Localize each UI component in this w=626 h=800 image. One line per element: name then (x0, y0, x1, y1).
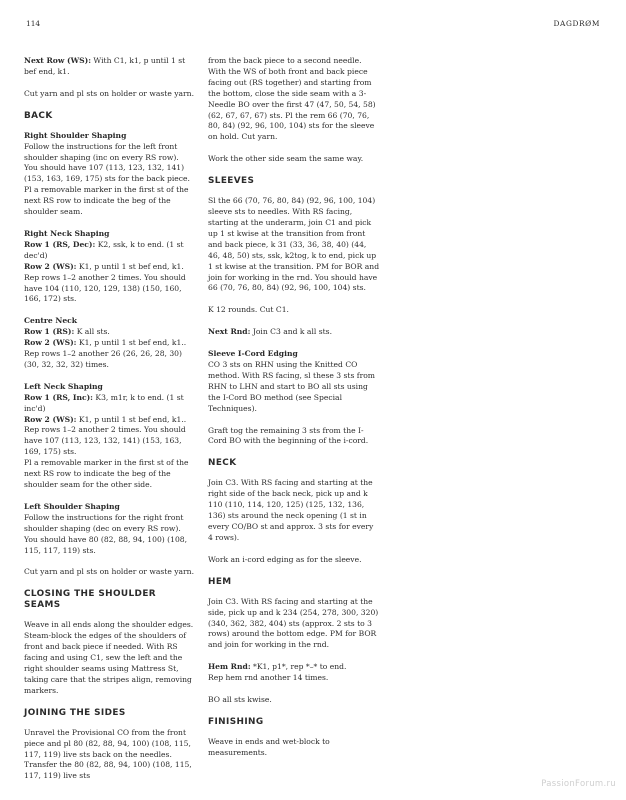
rn-row1-text: K2, ssk, k to end. (1 st dec'd) (24, 239, 184, 260)
ln-row2-text: K1, p until 1 st bef end, k1.. (76, 414, 187, 424)
right-neck-block (24, 229, 194, 305)
rn-row1-label: Row 1 (RS, Dec): (24, 239, 96, 249)
left-shoulder-block (24, 502, 194, 557)
left-neck-block (24, 382, 194, 491)
ln-marker: Pl a removable marker in the first st of the next RS row to indicate the beg of the shoulder seam for the other side. (24, 458, 189, 489)
hem-heading: HEM (208, 576, 232, 587)
left-shoulder-text: Follow the instructions for the right front shoulder shaping (dec on every RS row). You should have 80 (82, 88, 94, 100) (108, 115, 117, 119) sts. (24, 512, 188, 555)
hem-rnd-label: Hem Rnd: (208, 662, 251, 672)
bo-all: BO all sts kwise. (208, 695, 272, 705)
sleeves-text: Sl the 66 (70, 76, 80, 84) (92, 96, 100, 104) sleeve sts to needles. With RS facing, starting at the underarm, join C1 and pick up 1 st kwise at the transition from front and back piece, k 31 (33, 36, 38, 40) (44, 46, 48, 50) sts, ssk, k2tog, k to end, pick up 1 st kwise at the transition. PM for BOR and join for working in the rnd. You should have 66 (70, 76, 80, 84) (92, 96, 100, 104) sts. (208, 196, 380, 293)
neck-heading: NECK (208, 458, 237, 469)
left-neck-title: Left Neck Shaping (24, 381, 103, 391)
hem-rnd-text: *K1, p1*, rep *–* to end. (250, 662, 347, 672)
hem-repeat: Rep hem rnd another 14 times. (208, 673, 329, 683)
icord-text: CO 3 sts on RHN using the Knitted CO method. With RS facing, sl these 3 sts from RHN to LHN and start to BO all sts using the I-Cord BO method (see Special Techniques). (208, 360, 375, 413)
rn-repeat: Rep rows 1–2 another 2 times. You should have 104 (110, 120, 129, 138) (150, 160, 166, 172) sts. (24, 272, 186, 304)
ln-row1-label: Row 1 (RS, Inc): (24, 392, 93, 402)
rn-row2-text: K1, p until 1 st bef end, k1. (76, 261, 184, 271)
neck-text: Join C3. With RS facing and starting at the right side of the back neck, pick up and k 110 (110, 114, 120, 125) (125, 132, 136, 136) sts around the neck opening (1 st in every CO/BO st and approx. 3 sts for every 4 rows). (208, 478, 374, 542)
left-shoulder-title: Left Shoulder Shaping (24, 501, 120, 511)
hem-rnd-block (208, 662, 380, 684)
right-shoulder-marker: Pl a removable marker in the first st of the next RS row to indicate the beg of the shoulder seam. (24, 185, 189, 217)
right-shoulder-title: Right Shoulder Shaping (24, 130, 127, 140)
next-rnd-text: Join C3 and k all sts. (250, 327, 332, 337)
ln-row2-label: Row 2 (WS): (24, 414, 77, 424)
joining-text: Unravel the Provisional CO from the front piece and pl 80 (82, 88, 94, 100) (108, 115, 117, 119) live sts back on the needles. Transfer the 80 (82, 88, 94, 100) (108, 115, 117, 119) live sts (24, 727, 192, 781)
finishing-heading: FINISHING (208, 716, 264, 727)
right-column (208, 56, 380, 770)
work-other-side: Work the other side seam the same way. (208, 154, 364, 164)
watermark: PassionForum.ru (541, 779, 616, 790)
ln-row1-text: K3, m1r, k to end. (1 st inc'd) (24, 392, 184, 413)
graft-text: Graft tog the remaining 3 sts from the I-Cord BO with the beginning of the i-cord. (208, 425, 369, 446)
cn-row1-text: K all sts. (74, 327, 110, 337)
joining-heading: JOINING THE SIDES (24, 707, 126, 718)
back-heading: BACK (24, 110, 53, 121)
k12-rounds: K 12 rounds. Cut C1. (208, 305, 289, 315)
cn-repeat: Rep rows 1–2 another 26 (26, 26, 28, 30) (30, 32, 32, 32) times. (24, 349, 182, 369)
cn-row1-label: Row 1 (RS): (24, 327, 75, 337)
cn-row2-text: K1, p until 1 st bef end, k1.. (76, 338, 187, 348)
centre-neck-block (24, 316, 194, 371)
hem-text: Join C3. With RS facing and starting at the side, pick up and k 234 (254, 278, 300, 320) (340, 362, 382, 404) sts (approx. 2 sts to 3 rows) around the bottom edge. PM for BOR and join for working in the rnd. (208, 596, 379, 650)
running-head: DAGDRØM (553, 19, 600, 28)
left-column (24, 56, 194, 793)
cut-yarn-note: Cut yarn and pl sts on holder or waste yarn. (24, 88, 194, 98)
next-rnd-label: Next Rnd: (208, 327, 251, 337)
next-rnd-instruction (208, 327, 380, 338)
next-row-label: Next Row (WS): (24, 56, 92, 65)
right-neck-title: Right Neck Shaping (24, 228, 110, 238)
closing-heading: CLOSING THE SHOULDER SEAMS (24, 589, 157, 611)
joining-continued: from the back piece to a second needle. With the WS of both front and back piece facing out (RS together) and starting from the bottom, close the side seam with a 3-Needle BO over the first 47 (47, 50, 54, 58) (62, 67, 67, 67) sts. Pl the rem 66 (70, 76, 80, 84) (92, 96, 100, 104) sts for the sleeve on hold. Cut yarn. (208, 56, 376, 142)
ln-repeat: Rep rows 1–2 another 2 times. You should have 107 (113, 123, 132, 141) (153, 163, 169, 175) sts. (24, 425, 186, 457)
closing-text: Weave in all ends along the shoulder edges. Steam-block the edges of the shoulders of front and back piece if needed. With RS facing and using C1, sew the left and the right shoulder seams using Mattress St, taking care that the stripes align, removing markers. (24, 620, 194, 695)
page-number: 114 (26, 19, 41, 28)
right-shoulder-block (24, 131, 194, 218)
cn-row2-label: Row 2 (WS): (24, 338, 77, 348)
next-row-instruction (24, 56, 194, 78)
centre-neck-title: Centre Neck (24, 316, 78, 326)
rn-row2-label: Row 2 (WS): (24, 261, 77, 271)
right-shoulder-text: Follow the instructions for the left front shoulder shaping (inc on every RS row). You should have 107 (113, 123, 132, 141) (153, 163, 169, 175) sts for the back piece. (24, 141, 190, 184)
sleeves-heading: SLEEVES (208, 176, 255, 187)
finishing-text: Weave in ends and wet-block to measurements. (208, 736, 330, 757)
icord-title: Sleeve I-Cord Edging (208, 349, 298, 359)
cut-yarn-note-2: Cut yarn and pl sts on holder or waste yarn. (24, 567, 194, 577)
next-row-text: With C1, k1, p until 1 st bef end, k1. (24, 56, 186, 76)
neck-icord: Work an i-cord edging as for the sleeve. (208, 554, 362, 564)
icord-block (208, 349, 380, 414)
